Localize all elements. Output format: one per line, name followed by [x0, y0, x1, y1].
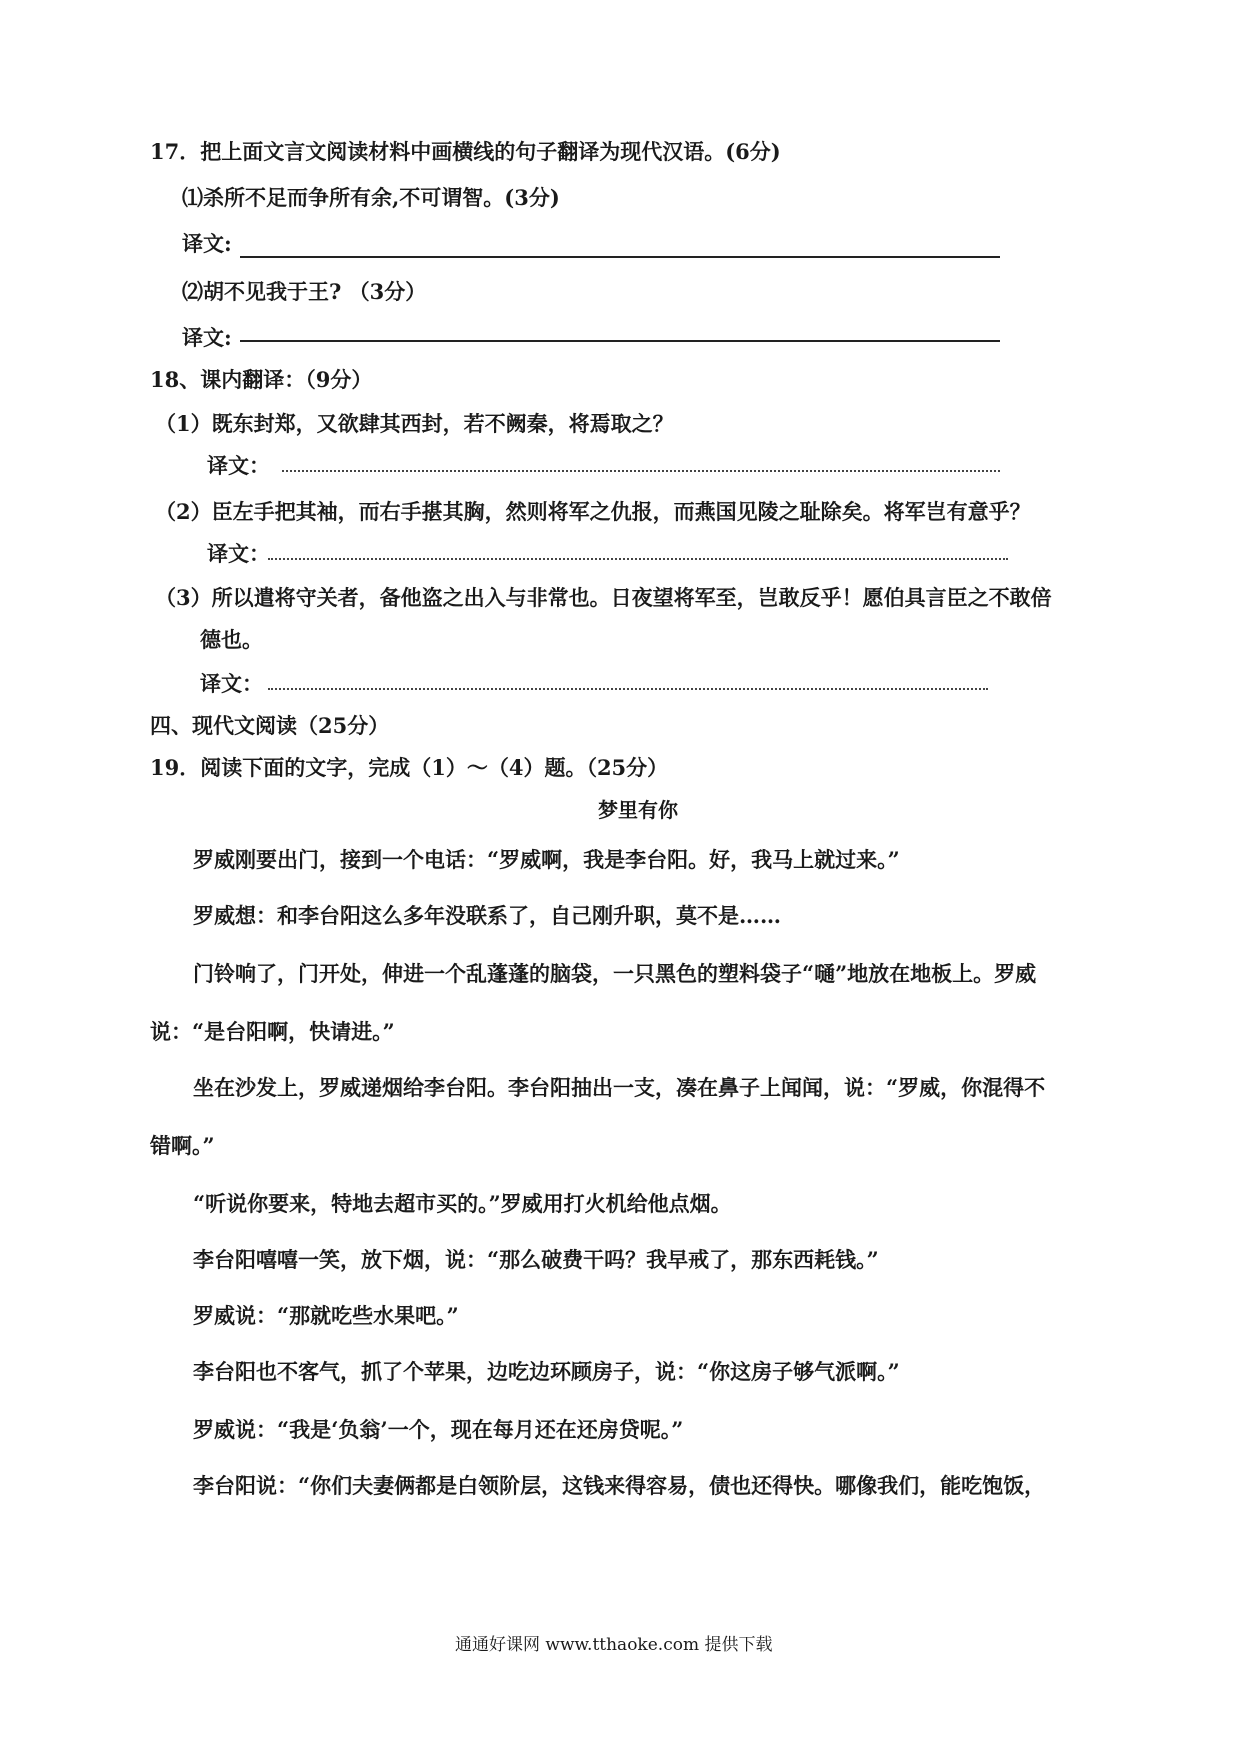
q17-heading: 17．把上面文言文阅读材料中画横线的句子翻译为现代汉语。(6分) — [150, 139, 781, 164]
q18-answer-label-3: 译文： — [200, 671, 263, 696]
footer-source: 通通好课网 www.tthaoke.com 提供下载 — [455, 1635, 773, 1655]
q17-answer-line-1[interactable] — [240, 256, 1000, 258]
q19-heading: 19．阅读下面的文字，完成（1）～（4）题。（25分） — [150, 755, 669, 780]
story-paragraph: 罗威说：“我是‘负翁’一个，现在每月还在还房贷呢。” — [193, 1417, 684, 1442]
q18-item-3-line-2: 德也。 — [200, 627, 263, 652]
story-paragraph: 罗威刚要出门，接到一个电话：“罗威啊，我是李台阳。好，我马上就过来。” — [193, 847, 900, 872]
q18-item-3-line-1: （3）所以遣将守关者，备他盗之出入与非常也。日夜望将军至，岂敢反乎！愿伯具言臣之不敢倍 — [155, 585, 1052, 610]
q17-item-2: ⑵胡不见我于王? （3分） — [182, 279, 427, 304]
story-paragraph: 门铃响了，门开处，伸进一个乱蓬蓬的脑袋，一只黑色的塑料袋子“嗵”地放在地板上。罗威 — [193, 961, 1037, 986]
story-paragraph: 李台阳说：“你们夫妻俩都是白领阶层，这钱来得容易，债也还得快。哪像我们，能吃饱饭， — [193, 1473, 1046, 1498]
q18-item-1: （1）既东封郑，又欲肆其西封，若不阙秦，将焉取之？ — [155, 411, 674, 436]
story-title: 梦里有你 — [598, 798, 678, 822]
q18-item-2: （2）臣左手把其袖，而右手揕其胸，然则将军之仇报，而燕国见陵之耻除矣。将军岂有意乎？ — [155, 499, 1031, 524]
q18-heading: 18、课内翻译：（9分） — [150, 367, 373, 392]
q17-answer-label-1: 译文: — [182, 231, 232, 256]
story-paragraph: 坐在沙发上，罗威递烟给李台阳。李台阳抽出一支，凑在鼻子上闻闻，说：“罗威，你混得不 — [193, 1075, 1046, 1100]
story-paragraph: 李台阳嘻嘻一笑，放下烟，说：“那么破费干吗？我早戒了，那东西耗钱。” — [193, 1247, 879, 1272]
q17-answer-label-2: 译文: — [182, 325, 232, 350]
story-paragraph: 李台阳也不客气，抓了个苹果，边吃边环顾房子，说：“你这房子够气派啊。” — [193, 1359, 900, 1384]
q18-answer-line-3[interactable] — [268, 688, 988, 690]
q17-item-1: ⑴杀所不足而争所有余,不可谓智。(3分) — [182, 185, 560, 210]
q18-answer-line-1[interactable] — [282, 470, 1000, 472]
q18-answer-label-1: 译文： — [207, 453, 270, 478]
q18-answer-label-2: 译文： — [207, 541, 270, 566]
section-4-heading: 四、现代文阅读（25分） — [150, 713, 390, 738]
story-paragraph: 罗威说：“那就吃些水果吧。” — [193, 1303, 459, 1328]
story-paragraph: 说：“是台阳啊，快请进。” — [150, 1019, 395, 1044]
story-paragraph: “听说你要来，特地去超市买的。”罗威用打火机给他点烟。 — [193, 1191, 732, 1216]
q17-answer-line-2[interactable] — [240, 340, 1000, 342]
story-paragraph: 罗威想：和李台阳这么多年没联系了，自己刚升职，莫不是…… — [193, 903, 781, 928]
story-paragraph: 错啊。” — [150, 1133, 215, 1158]
q18-answer-line-2[interactable] — [268, 558, 1008, 560]
